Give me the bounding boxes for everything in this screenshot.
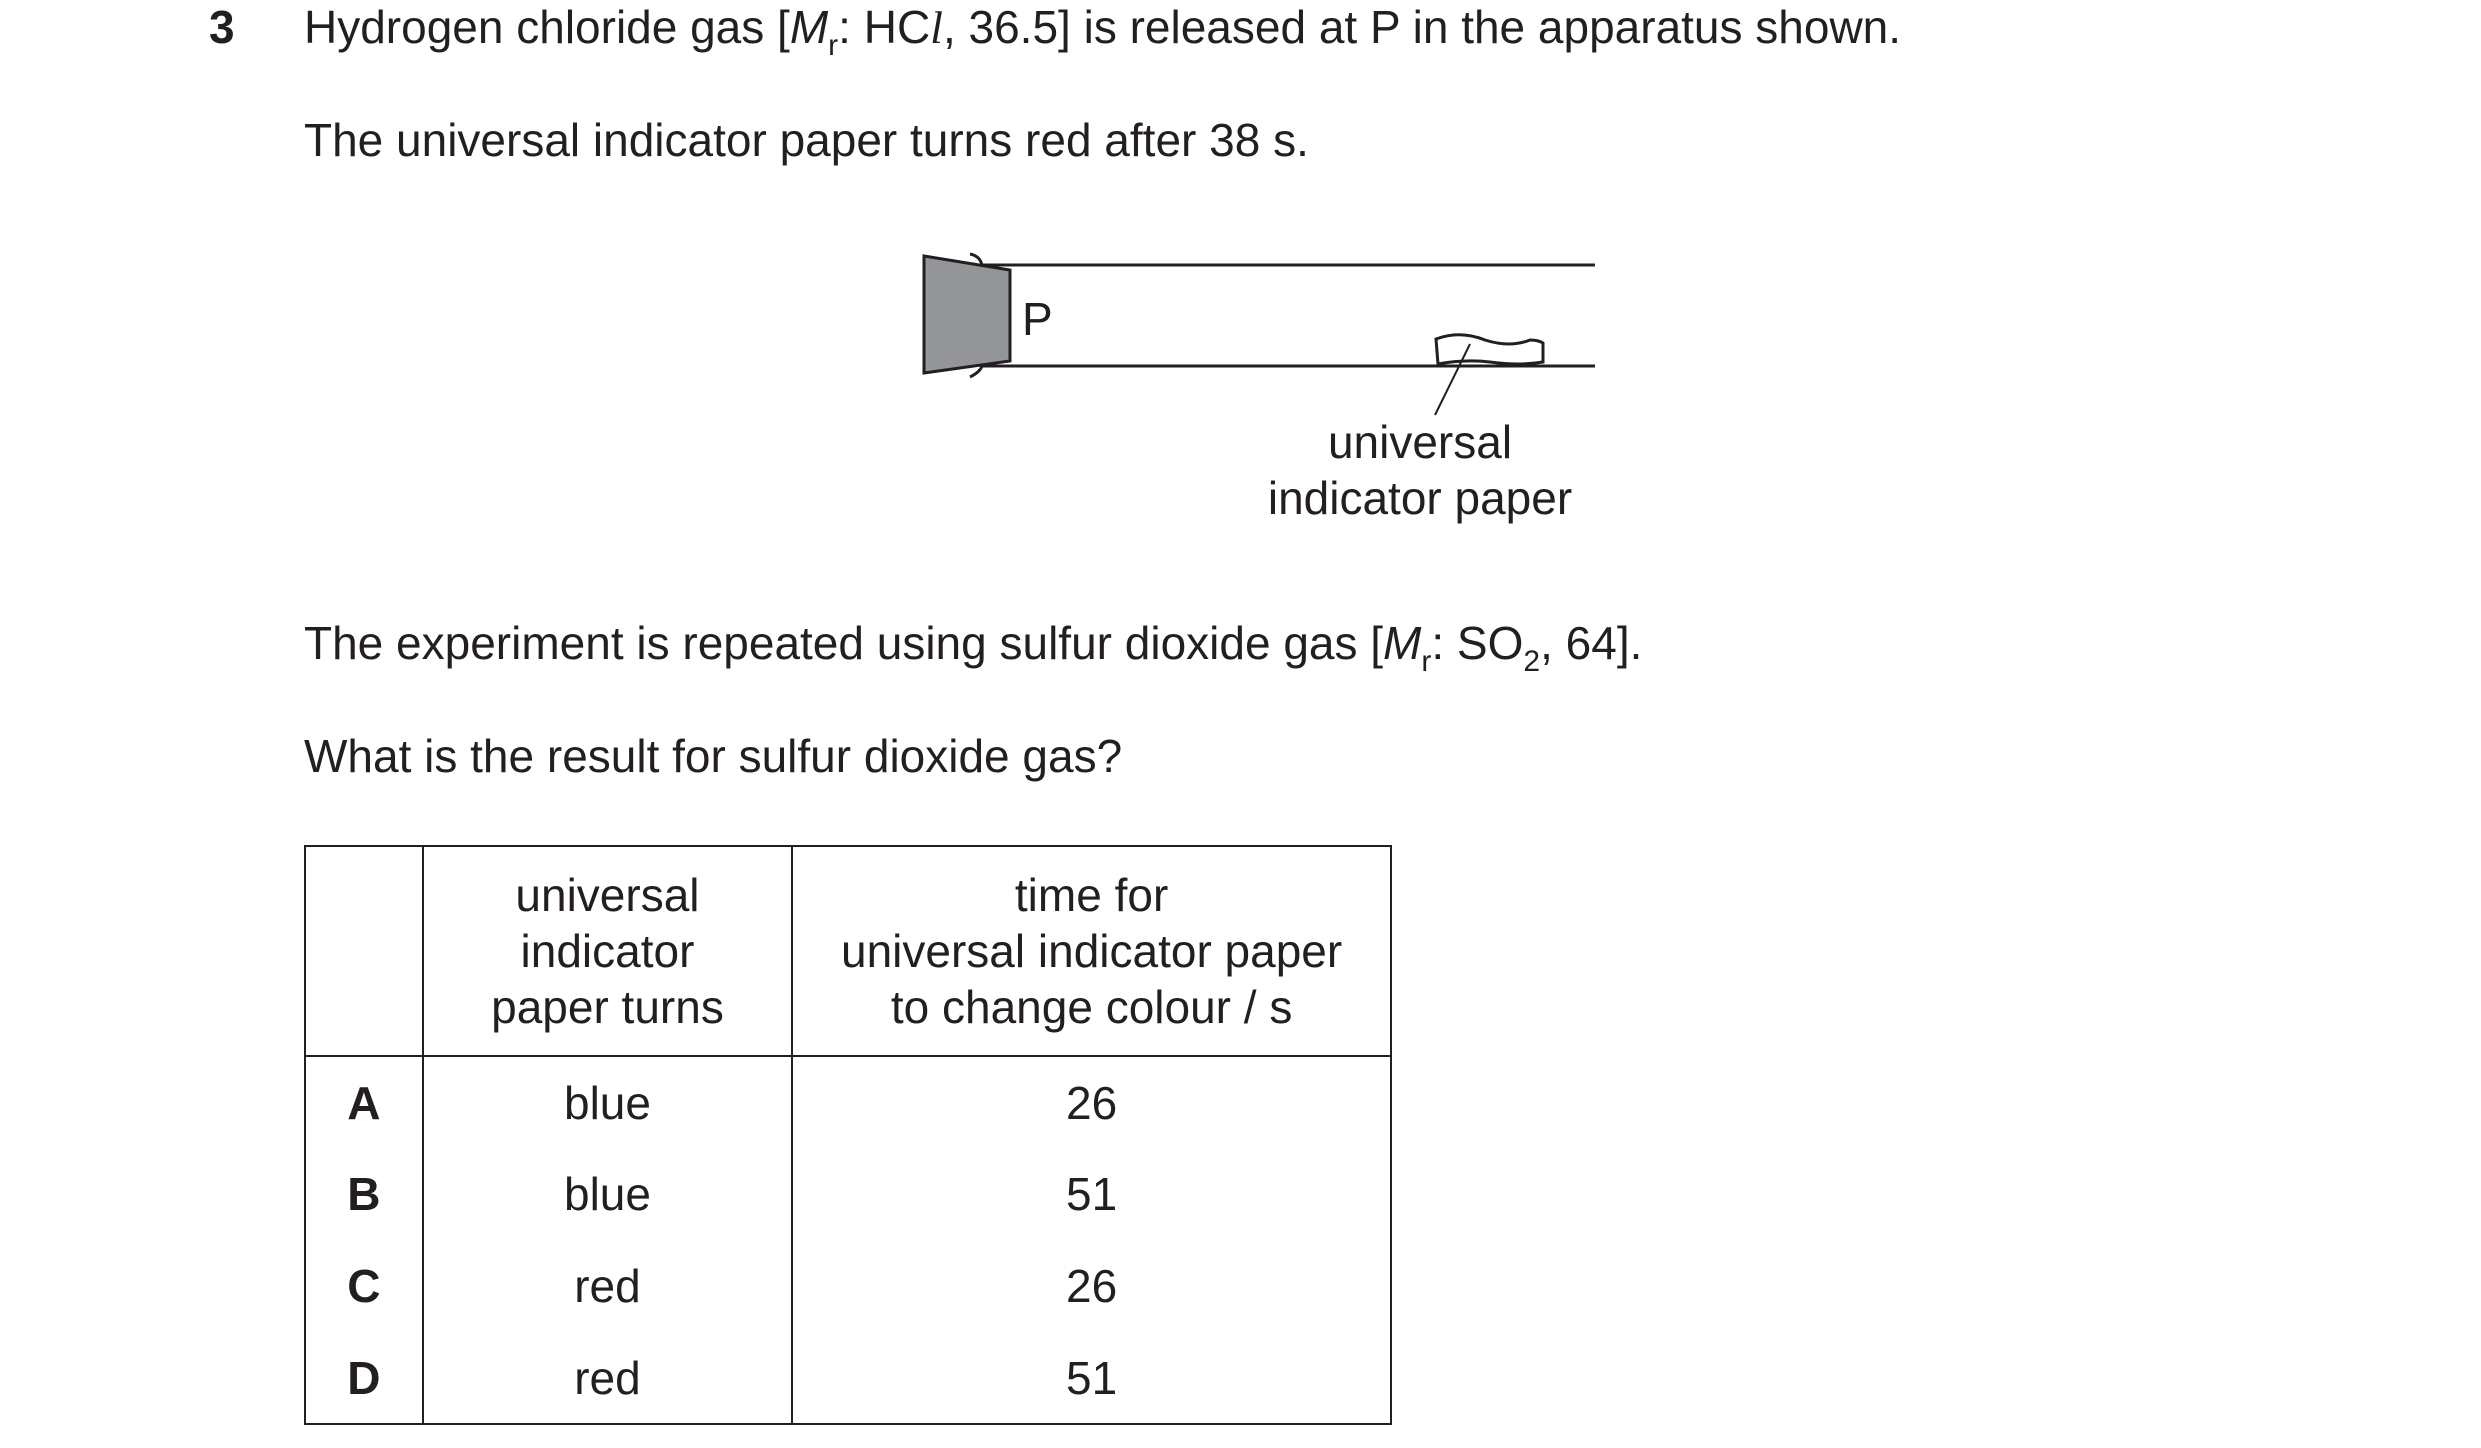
line1-prefix: Hydrogen chloride gas [ bbox=[304, 1, 790, 53]
question-line-4: What is the result for sulfur dioxide gas? bbox=[304, 730, 1123, 782]
header-time-line-3: to change colour / s bbox=[890, 981, 1293, 1033]
option-letter: D bbox=[305, 1332, 423, 1424]
tube-bottom-lip bbox=[970, 366, 1012, 377]
header-time bbox=[792, 846, 1391, 1056]
header-colour-line-1: universal bbox=[515, 869, 700, 921]
indicator-paper-label bbox=[1240, 414, 1600, 526]
option-time: 51 bbox=[792, 1332, 1391, 1424]
table-row bbox=[305, 1148, 1391, 1240]
header-time-line-2: universal indicator paper bbox=[841, 925, 1343, 977]
table-header-row bbox=[305, 846, 1391, 1056]
header-colour bbox=[423, 846, 792, 1056]
mr-subscript: r bbox=[828, 29, 839, 62]
line3-suffix: , 64]. bbox=[1540, 617, 1643, 669]
table-row bbox=[305, 1332, 1391, 1424]
line3-mid: : SO bbox=[1431, 617, 1524, 669]
question-line-3 bbox=[304, 617, 1643, 678]
header-colour-line-2: indicator bbox=[520, 925, 695, 977]
option-colour: red bbox=[423, 1240, 792, 1332]
apparatus-diagram bbox=[900, 240, 1620, 440]
answer-options-table bbox=[304, 845, 1392, 1425]
option-colour: blue bbox=[423, 1056, 792, 1148]
option-letter: B bbox=[305, 1148, 423, 1240]
option-time: 26 bbox=[792, 1240, 1391, 1332]
question-line-1 bbox=[304, 1, 1902, 62]
option-time: 26 bbox=[792, 1056, 1391, 1148]
mr-subscript-2: r bbox=[1421, 645, 1432, 678]
option-letter: C bbox=[305, 1240, 423, 1332]
option-colour: blue bbox=[423, 1148, 792, 1240]
option-time: 51 bbox=[792, 1148, 1391, 1240]
point-p-label: P bbox=[1022, 293, 1053, 345]
line3-prefix: The experiment is repeated using sulfur dioxide gas [ bbox=[304, 617, 1384, 669]
so2-subscript: 2 bbox=[1523, 645, 1541, 678]
indicator-paper-shape bbox=[1436, 335, 1543, 364]
question-line-2: The universal indicator paper turns red after 38 s. bbox=[304, 114, 1309, 166]
stopper-shape bbox=[924, 256, 1010, 373]
paper-label-line-1: universal bbox=[1327, 416, 1513, 468]
line1-chlorine-l: l bbox=[930, 2, 943, 53]
option-letter: A bbox=[305, 1056, 423, 1148]
paper-label-line-2: indicator paper bbox=[1267, 472, 1573, 524]
table-row bbox=[305, 1056, 1391, 1148]
mr-symbol: M bbox=[789, 1, 829, 53]
header-colour-line-3: paper turns bbox=[491, 981, 724, 1033]
header-time-line-1: time for bbox=[1014, 869, 1169, 921]
line1-suffix: , 36.5] is released at P in the apparatus shown. bbox=[942, 1, 1902, 53]
mr-symbol-2: M bbox=[1383, 617, 1422, 669]
option-colour: red bbox=[423, 1332, 792, 1424]
header-empty-cell bbox=[305, 846, 423, 1056]
question-number: 3 bbox=[209, 1, 235, 53]
table-row bbox=[305, 1240, 1391, 1332]
line1-formula: : HC bbox=[838, 1, 931, 53]
